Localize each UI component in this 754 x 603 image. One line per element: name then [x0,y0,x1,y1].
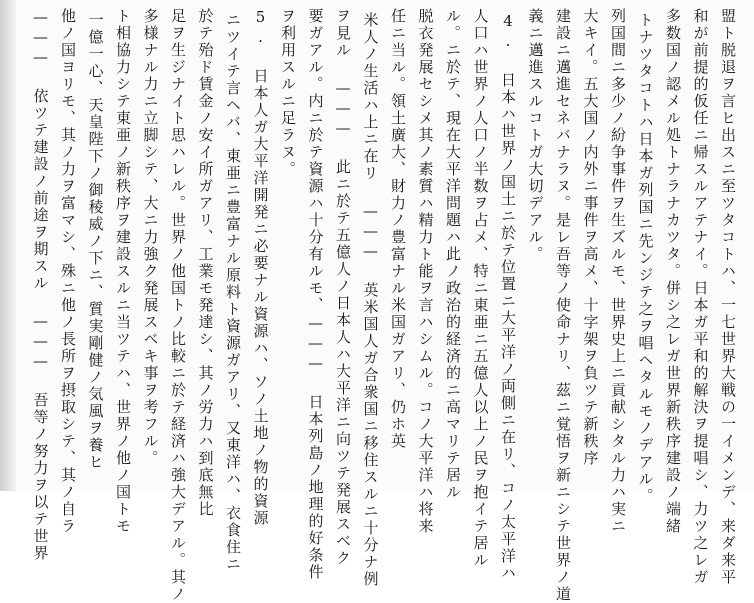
manuscript-column: 5. 日本人ガ大平洋開発ニ必要ナル資源ハ、ソノ土地ノ物的資源 [251,8,270,527]
manuscript-column: 足ヲ生ジナイト思ハレル。世界ノ他国トノ比較ニ於テ経済ハ強大デアル。其ノ [169,8,187,603]
manuscript-column: 脱衣発展セシメ其ノ素質ハ精力ト能ヲ言ハシムル。コノ大平洋ハ将来 [416,8,435,535]
manuscript-column: ヲ見ル ——— 此ニ於テ五億人ノ日本人ハ大平洋ニ向ツテ発展スベク [334,8,352,567]
manuscript-column: 他ノ国ヨリモ、其ノ力ヲ富マシ、殊ニ他ノ長所ヲ摂取シテ、其ノ自ラ [59,8,77,535]
manuscript-column: ニツイテ言ヘバ、東亜ニ豊富ナル原料ト資源ガアリ、又東洋ハ、衣食住ニ [224,12,242,573]
page-binding-shadow [0,0,16,491]
manuscript-column: 多数国ノ認メル処トナラナカツタ。併シ之レガ世界新秩序建設ノ端緒 [664,8,682,535]
manuscript-column: 一億一心、天皇陛下ノ御稜威ノ下ニ、質実剛健ノ気風ヲ養ヒ [86,12,105,471]
manuscript-column: 大キイ。五大国ノ内外ニ事件ヲ高メ、十字架ヲ負ツテ新秩序 [581,8,600,467]
manuscript-column: 4. 日本ハ世界ノ国土ニ於テ位置ニ大平洋ノ両側ニ在リ、コノ太平洋ハ [499,12,517,582]
manuscript-column: 任ニ当ル。領土廣大、財力ノ豊富ナル米国ガアリ、仍ホ英 [389,8,407,450]
manuscript-column: ——— 依ツテ建設ノ前途ヲ期スル ——— 吾等ノ努力ヲ以テ世界 [31,8,50,562]
manuscript-column: 於テ殆ド賃金ノ安イ所ガアリ、工業モ発達シ、其ノ労力ハ到底無比 [196,8,215,518]
manuscript-column: ヲ利用スルニ足ラヌ。 [279,8,297,178]
manuscript-column: トナツタコトハ日本ガ列国ニ先ンジテ之ヲ唱ヘタルモノデアル。 [636,12,655,505]
manuscript-column: 列国間ニ多少ノ紛争事件ヲ生ズルモ、世界史上ニ貢献シタル力ハ実ニ [609,8,627,535]
manuscript-column: 盟ト脱退ヲ言ヒ出スニ至ツタコトハ、一七世界大戦の一イメンデ、来ダ来平 [719,8,737,586]
manuscript-column: ト相協力シテ東亜ノ新秩序ヲ建設スルニ当ツテハ、世界ノ他ノ国トモ [114,8,132,535]
manuscript-column: 要ガアル。内ニ於テ資源ハ十分有ルモ、——— 日本列島ノ地理的好条件 [306,8,325,581]
manuscript-column: 和が前提的仮任ニ帰スルアテナイ。日本ガ平和的解決ヲ提唱シ、力ツ之レガ [691,8,710,586]
manuscript-column: ル。ニ於テ、現在大平洋問題ハ此ノ政治的経済的ニ高マリテ居ル [444,8,462,501]
manuscript-column: 米人ノ生活ハ上ニ在リ ——— 英米国人ガ合衆国ニ移住スルニ十分ナ例 [361,12,380,588]
manuscript-column: 多様ナル力ニ立脚シテ、大ニ力強ク発展スベキ事ヲ考フル。 [141,8,160,467]
manuscript-column: 義ニ邁進スルコトガ大切デアル。 [526,8,545,263]
manuscript-column: 建設ニ邁進セネバナラヌ。是レ吾等ノ使命ナリ、茲ニ覚悟ヲ新ニシテ世界ノ道 [554,8,572,603]
manuscript-column: 人口ハ世界ノ人口ノ半数ヲ占メ、特ニ東亜ニ五億人以上ノ民ヲ抱イテ居ル [471,8,490,569]
